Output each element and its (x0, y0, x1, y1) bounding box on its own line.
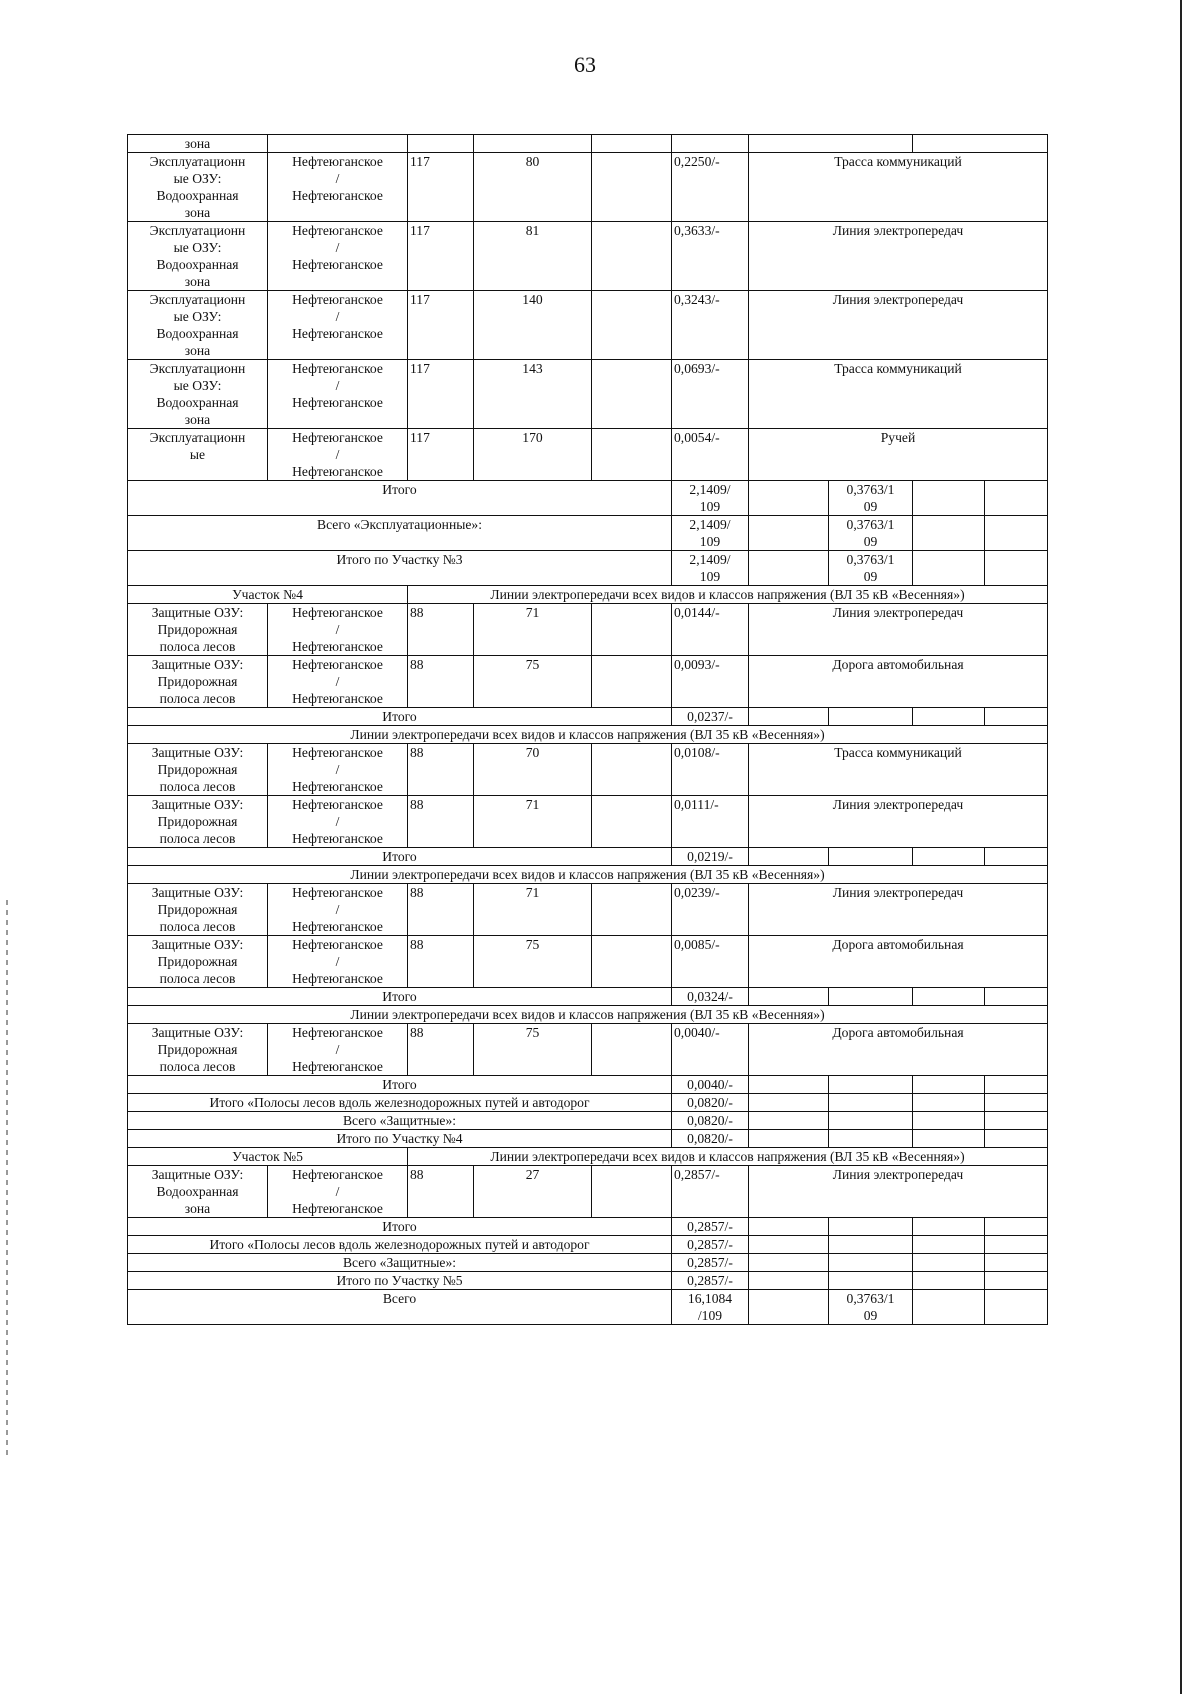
table-cell (913, 1218, 985, 1236)
table-row (128, 1272, 1048, 1290)
table-cell (985, 1130, 1048, 1148)
forestry-cell: Нефтеюганское / Нефтеюганское (268, 656, 408, 708)
table-cell (985, 551, 1048, 586)
table-cell (749, 1094, 829, 1112)
area-cell: 0,2250/- (672, 153, 749, 222)
table-row (128, 848, 1048, 866)
table-cell (749, 1254, 829, 1272)
quarter-cell: 88 (408, 1166, 474, 1218)
total-label: Итого (128, 848, 672, 866)
table-row (128, 604, 1048, 656)
total-area: 0,0820/- (672, 1094, 749, 1112)
scan-edge (1180, 0, 1182, 1694)
purpose-cell: Линия электропередач (749, 222, 1048, 291)
table-cell (592, 360, 672, 429)
table-row (128, 586, 1048, 604)
table-cell (749, 135, 913, 153)
table-row (128, 429, 1048, 481)
table-cell (913, 1254, 985, 1272)
table-cell (749, 481, 829, 516)
table-cell (749, 1236, 829, 1254)
category-cell: Эксплуатационн ые ОЗУ: Водоохранная зона (128, 291, 268, 360)
plot-cell: 70 (474, 744, 592, 796)
total-label: Итого по Участку №3 (128, 551, 672, 586)
table-cell (749, 1218, 829, 1236)
category-cell: Защитные ОЗУ: Придорожная полоса лесов (128, 604, 268, 656)
area-cell: 0,0111/- (672, 796, 749, 848)
table-cell (408, 135, 474, 153)
quarter-cell: 117 (408, 360, 474, 429)
forestry-cell: Нефтеюганское / Нефтеюганское (268, 936, 408, 988)
area-cell: 0,0040/- (672, 1024, 749, 1076)
area-cell: 0,0239/- (672, 884, 749, 936)
section-title: Участок №4 (128, 586, 408, 604)
table-cell (985, 848, 1048, 866)
table-row (128, 1254, 1048, 1272)
total-label: Всего «Эксплуатационные»: (128, 516, 672, 551)
table-cell (985, 1218, 1048, 1236)
table-cell (592, 884, 672, 936)
table-row (128, 1076, 1048, 1094)
category-cell: Защитные ОЗУ: Придорожная полоса лесов (128, 1024, 268, 1076)
table-row (128, 796, 1048, 848)
category-cell: Эксплуатационн ые (128, 429, 268, 481)
area-cell: 0,3243/- (672, 291, 749, 360)
quarter-cell: 88 (408, 796, 474, 848)
total-value (829, 848, 913, 866)
category-cell: Защитные ОЗУ: Придорожная полоса лесов (128, 656, 268, 708)
total-label: Итого (128, 1076, 672, 1094)
table-cell (592, 1024, 672, 1076)
table-row (128, 1130, 1048, 1148)
table-cell (749, 1272, 829, 1290)
forestry-cell: Нефтеюганское / Нефтеюганское (268, 884, 408, 936)
table-cell (913, 1112, 985, 1130)
forestry-cell: Нефтеюганское / Нефтеюганское (268, 1024, 408, 1076)
table-cell (985, 481, 1048, 516)
table-cell (985, 1094, 1048, 1112)
table-cell (592, 1166, 672, 1218)
category-cell: Эксплуатационн ые ОЗУ: Водоохранная зона (128, 360, 268, 429)
table-cell (913, 988, 985, 1006)
table-cell (749, 1290, 829, 1325)
plot-cell: 140 (474, 291, 592, 360)
total-label: Итого по Участку №4 (128, 1130, 672, 1148)
total-area: 0,2857/- (672, 1272, 749, 1290)
table-cell (985, 1236, 1048, 1254)
table-cell (985, 1254, 1048, 1272)
total-area: 0,0820/- (672, 1130, 749, 1148)
total-value: 0,3763/1 09 (829, 1290, 913, 1325)
table-cell (592, 222, 672, 291)
purpose-cell: Дорога автомобильная (749, 656, 1048, 708)
table-cell (985, 516, 1048, 551)
table-cell (749, 708, 829, 726)
table-cell (985, 708, 1048, 726)
table-row (128, 222, 1048, 291)
total-value (829, 1130, 913, 1148)
purpose-cell: Трасса коммуникаций (749, 153, 1048, 222)
plot-cell: 170 (474, 429, 592, 481)
total-area: 0,0219/- (672, 848, 749, 866)
table-cell (592, 936, 672, 988)
table-cell (913, 1272, 985, 1290)
plot-cell: 143 (474, 360, 592, 429)
land-table (127, 134, 1048, 1325)
area-cell: 0,3633/- (672, 222, 749, 291)
quarter-cell: 88 (408, 744, 474, 796)
total-value (829, 1254, 913, 1272)
purpose-cell: Линия электропередач (749, 604, 1048, 656)
table-row (128, 1236, 1048, 1254)
total-area: 0,2857/- (672, 1254, 749, 1272)
table-row (128, 135, 1048, 153)
plot-cell: 80 (474, 153, 592, 222)
table-cell (592, 291, 672, 360)
forestry-cell: Нефтеюганское / Нефтеюганское (268, 1166, 408, 1218)
table-row (128, 1148, 1048, 1166)
table-cell (749, 1112, 829, 1130)
total-value: 0,3763/1 09 (829, 516, 913, 551)
object-header: Линии электропередачи всех видов и классов напряжения (ВЛ 35 кВ «Весенняя») (128, 1006, 1048, 1024)
table-row (128, 744, 1048, 796)
category-cell: Эксплуатационн ые ОЗУ: Водоохранная зона (128, 222, 268, 291)
table-cell (749, 1076, 829, 1094)
area-cell: 0,2857/- (672, 1166, 749, 1218)
category-cell: Защитные ОЗУ: Придорожная полоса лесов (128, 744, 268, 796)
purpose-cell: Дорога автомобильная (749, 936, 1048, 988)
purpose-cell: Линия электропередач (749, 796, 1048, 848)
category-cell: Защитные ОЗУ: Придорожная полоса лесов (128, 796, 268, 848)
plot-cell: 27 (474, 1166, 592, 1218)
table-row (128, 1024, 1048, 1076)
table-cell (592, 656, 672, 708)
table-cell (913, 1094, 985, 1112)
category-cell: Защитные ОЗУ: Придорожная полоса лесов (128, 936, 268, 988)
area-cell: 0,0693/- (672, 360, 749, 429)
purpose-cell: Трасса коммуникаций (749, 360, 1048, 429)
quarter-cell: 88 (408, 1024, 474, 1076)
quarter-cell: 88 (408, 936, 474, 988)
area-cell: 0,0093/- (672, 656, 749, 708)
table-cell (672, 135, 749, 153)
table-cell (592, 796, 672, 848)
table-cell (913, 551, 985, 586)
category-cell: Защитные ОЗУ: Придорожная полоса лесов (128, 884, 268, 936)
total-area: 0,0040/- (672, 1076, 749, 1094)
quarter-cell: 117 (408, 153, 474, 222)
total-area: 2,1409/ 109 (672, 551, 749, 586)
purpose-cell: Линия электропередач (749, 1166, 1048, 1218)
table-row (128, 481, 1048, 516)
quarter-cell: 117 (408, 429, 474, 481)
total-area: 0,0820/- (672, 1112, 749, 1130)
section-object: Линии электропередачи всех видов и классов напряжения (ВЛ 35 кВ «Весенняя») (408, 586, 1048, 604)
total-area: 0,2857/- (672, 1236, 749, 1254)
forestry-cell: Нефтеюганское / Нефтеюганское (268, 222, 408, 291)
purpose-cell: Линия электропередач (749, 884, 1048, 936)
table-row (128, 988, 1048, 1006)
table-row (128, 1166, 1048, 1218)
quarter-cell: 88 (408, 884, 474, 936)
table-row (128, 291, 1048, 360)
table-cell (985, 1272, 1048, 1290)
total-value (829, 1272, 913, 1290)
table-cell (592, 153, 672, 222)
section-title: Участок №5 (128, 1148, 408, 1166)
total-label: Всего (128, 1290, 672, 1325)
total-label: Итого (128, 1218, 672, 1236)
forestry-cell: Нефтеюганское / Нефтеюганское (268, 604, 408, 656)
table-cell (985, 1076, 1048, 1094)
total-value: 0,3763/1 09 (829, 551, 913, 586)
table-cell (985, 1290, 1048, 1325)
total-area: 16,1084 /109 (672, 1290, 749, 1325)
table-cell (913, 708, 985, 726)
table-cell (592, 135, 672, 153)
forestry-cell: Нефтеюганское / Нефтеюганское (268, 429, 408, 481)
total-area: 0,2857/- (672, 1218, 749, 1236)
forestry-cell: Нефтеюганское / Нефтеюганское (268, 796, 408, 848)
area-cell: 0,0054/- (672, 429, 749, 481)
plot-cell: 71 (474, 796, 592, 848)
total-value (829, 1236, 913, 1254)
total-label: Итого (128, 988, 672, 1006)
purpose-cell: Ручей (749, 429, 1048, 481)
table-row (128, 1290, 1048, 1325)
table-cell (913, 481, 985, 516)
table-row (128, 866, 1048, 884)
table-cell (268, 135, 408, 153)
quarter-cell: 88 (408, 604, 474, 656)
table-cell (749, 1130, 829, 1148)
table-cell (913, 1130, 985, 1148)
table-cell (749, 551, 829, 586)
table-cell (749, 848, 829, 866)
table-cell (592, 429, 672, 481)
total-area: 0,0324/- (672, 988, 749, 1006)
total-value (829, 1094, 913, 1112)
total-label: Итого «Полосы лесов вдоль железнодорожных путей и автодорог (128, 1236, 672, 1254)
total-label: Всего «Защитные»: (128, 1112, 672, 1130)
total-label: Итого по Участку №5 (128, 1272, 672, 1290)
table-row (128, 153, 1048, 222)
total-value: 0,3763/1 09 (829, 481, 913, 516)
object-header: Линии электропередачи всех видов и классов напряжения (ВЛ 35 кВ «Весенняя») (128, 726, 1048, 744)
area-cell: 0,0144/- (672, 604, 749, 656)
quarter-cell: 117 (408, 222, 474, 291)
total-value (829, 1218, 913, 1236)
table-cell (749, 516, 829, 551)
table-row (128, 360, 1048, 429)
plot-cell: 75 (474, 936, 592, 988)
table-row (128, 516, 1048, 551)
table-row (128, 1006, 1048, 1024)
forestry-cell: Нефтеюганское / Нефтеюганское (268, 291, 408, 360)
plot-cell: 71 (474, 884, 592, 936)
purpose-cell: Дорога автомобильная (749, 1024, 1048, 1076)
category-cell: Эксплуатационн ые ОЗУ: Водоохранная зона (128, 153, 268, 222)
table-cell (985, 988, 1048, 1006)
total-label: Итого (128, 708, 672, 726)
section-object: Линии электропередачи всех видов и классов напряжения (ВЛ 35 кВ «Весенняя») (408, 1148, 1048, 1166)
area-cell: 0,0108/- (672, 744, 749, 796)
table-row (128, 551, 1048, 586)
total-label: Итого «Полосы лесов вдоль железнодорожных путей и автодорог (128, 1094, 672, 1112)
table-row (128, 1218, 1048, 1236)
table-cell (913, 135, 1048, 153)
total-value (829, 988, 913, 1006)
quarter-cell: 88 (408, 656, 474, 708)
table-cell (592, 744, 672, 796)
total-area: 2,1409/ 109 (672, 516, 749, 551)
purpose-cell: Трасса коммуникаций (749, 744, 1048, 796)
page-number: 63 (574, 52, 596, 77)
scan-dots (6, 900, 8, 1460)
total-area: 0,0237/- (672, 708, 749, 726)
table-cell (913, 1076, 985, 1094)
table-row (128, 936, 1048, 988)
quarter-cell: 117 (408, 291, 474, 360)
total-value (829, 1112, 913, 1130)
table-row (128, 726, 1048, 744)
forestry-cell: Нефтеюганское / Нефтеюганское (268, 744, 408, 796)
plot-cell: 81 (474, 222, 592, 291)
forestry-cell: Нефтеюганское / Нефтеюганское (268, 360, 408, 429)
total-label: Итого (128, 481, 672, 516)
object-header: Линии электропередачи всех видов и классов напряжения (ВЛ 35 кВ «Весенняя») (128, 866, 1048, 884)
table-cell (592, 604, 672, 656)
table-row (128, 1094, 1048, 1112)
forestry-cell: Нефтеюганское / Нефтеюганское (268, 153, 408, 222)
plot-cell: 75 (474, 656, 592, 708)
table-cell (985, 1112, 1048, 1130)
plot-cell: 71 (474, 604, 592, 656)
plot-cell: 75 (474, 1024, 592, 1076)
purpose-cell: Линия электропередач (749, 291, 1048, 360)
table-row (128, 884, 1048, 936)
table-row (128, 708, 1048, 726)
table-cell (913, 516, 985, 551)
table-row (128, 1112, 1048, 1130)
table-cell: зона (128, 135, 268, 153)
table-cell (749, 988, 829, 1006)
total-value (829, 708, 913, 726)
table-cell (913, 1290, 985, 1325)
category-cell: Защитные ОЗУ: Водоохранная зона (128, 1166, 268, 1218)
total-value (829, 1076, 913, 1094)
table-cell (913, 1236, 985, 1254)
total-label: Всего «Защитные»: (128, 1254, 672, 1272)
area-cell: 0,0085/- (672, 936, 749, 988)
table-row (128, 656, 1048, 708)
table-cell (913, 848, 985, 866)
table-cell (474, 135, 592, 153)
total-area: 2,1409/ 109 (672, 481, 749, 516)
